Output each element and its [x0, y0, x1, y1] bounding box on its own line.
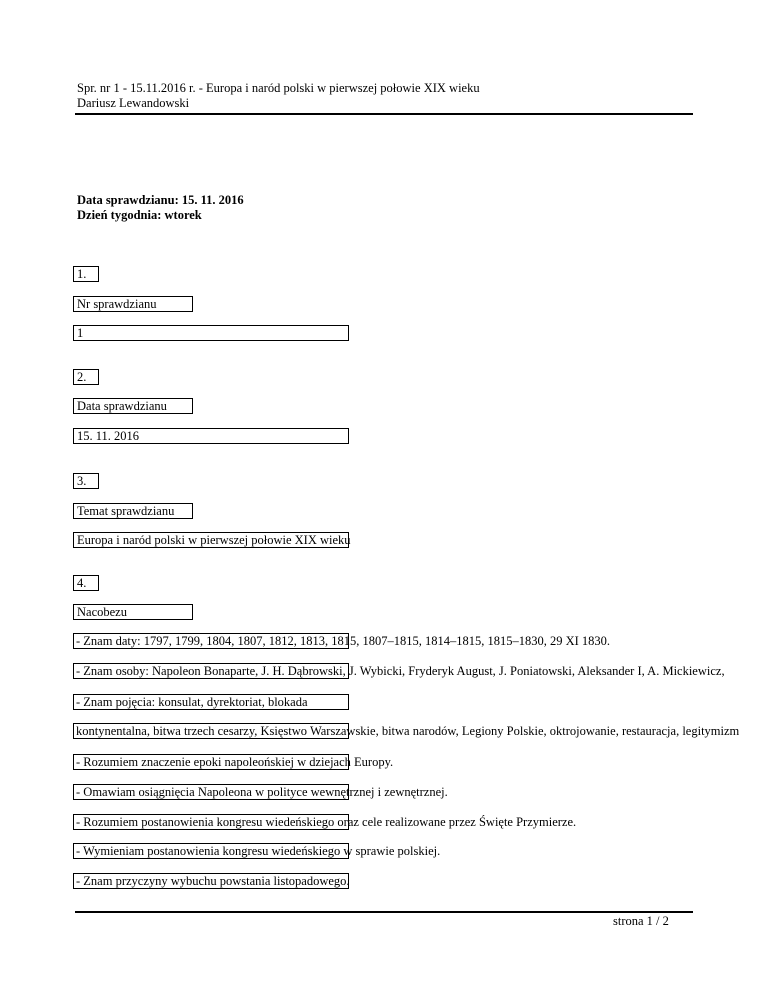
test-weekday: Dzień tygodnia: wtorek	[77, 208, 202, 222]
section-number: 1.	[77, 267, 87, 281]
section-number: 3.	[77, 474, 87, 488]
header-divider	[75, 113, 693, 115]
list-item: kontynentalna, bitwa trzech cesarzy, Księstwo Warszawskie, bitwa narodów, Legiony Polskie, oktrojowanie, restauracja, legitymizm	[76, 724, 740, 738]
list-item: - Rozumiem postanowienia kongresu wiedeńskiego oraz cele realizowane przez Święte Przymierze.	[76, 815, 577, 829]
test-date: Data sprawdzianu: 15. 11. 2016	[77, 193, 244, 207]
list-item: - Znam pojęcia: konsulat, dyrektoriat, blokada	[76, 695, 308, 709]
list-item: - Znam daty: 1797, 1799, 1804, 1807, 1812, 1813, 1815, 1807–1815, 1814–1815, 1815–1830, 29 XI 1830.	[76, 634, 611, 648]
list-item: - Znam osoby: Napoleon Bonaparte, J. H. Dąbrowski, J. Wybicki, Fryderyk August, J. Poniatowski, Aleksander I, A. Mickiewicz,	[76, 664, 725, 678]
footer-divider	[75, 911, 693, 913]
list-item: - Omawiam osiągnięcia Napoleona w polityce wewnętrznej i zewnętrznej.	[76, 785, 448, 799]
section-label: Nacobezu	[77, 605, 127, 619]
header-title: Spr. nr 1 - 15.11.2016 r. - Europa i naród polski w pierwszej połowie XIX wieku	[77, 81, 480, 95]
section-value: 1	[77, 326, 84, 340]
list-item: - Wymieniam postanowienia kongresu wiedeńskiego w sprawie polskiej.	[76, 844, 441, 858]
page-number: strona 1 / 2	[613, 914, 669, 928]
list-item: - Rozumiem znaczenie epoki napoleońskiej w dziejach Europy.	[76, 755, 394, 769]
header-author: Dariusz Lewandowski	[77, 96, 190, 110]
list-item: - Znam przyczyny wybuchu powstania listopadowego.	[76, 874, 350, 888]
section-number: 4.	[77, 576, 87, 590]
section-label: Nr sprawdzianu	[77, 297, 157, 311]
section-label: Data sprawdzianu	[77, 399, 167, 413]
section-value: Europa i naród polski w pierwszej połowie XIX wieku	[77, 533, 351, 547]
section-number: 2.	[77, 370, 87, 384]
section-label: Temat sprawdzianu	[77, 504, 175, 518]
section-value-box	[73, 325, 349, 341]
section-value: 15. 11. 2016	[77, 429, 140, 443]
